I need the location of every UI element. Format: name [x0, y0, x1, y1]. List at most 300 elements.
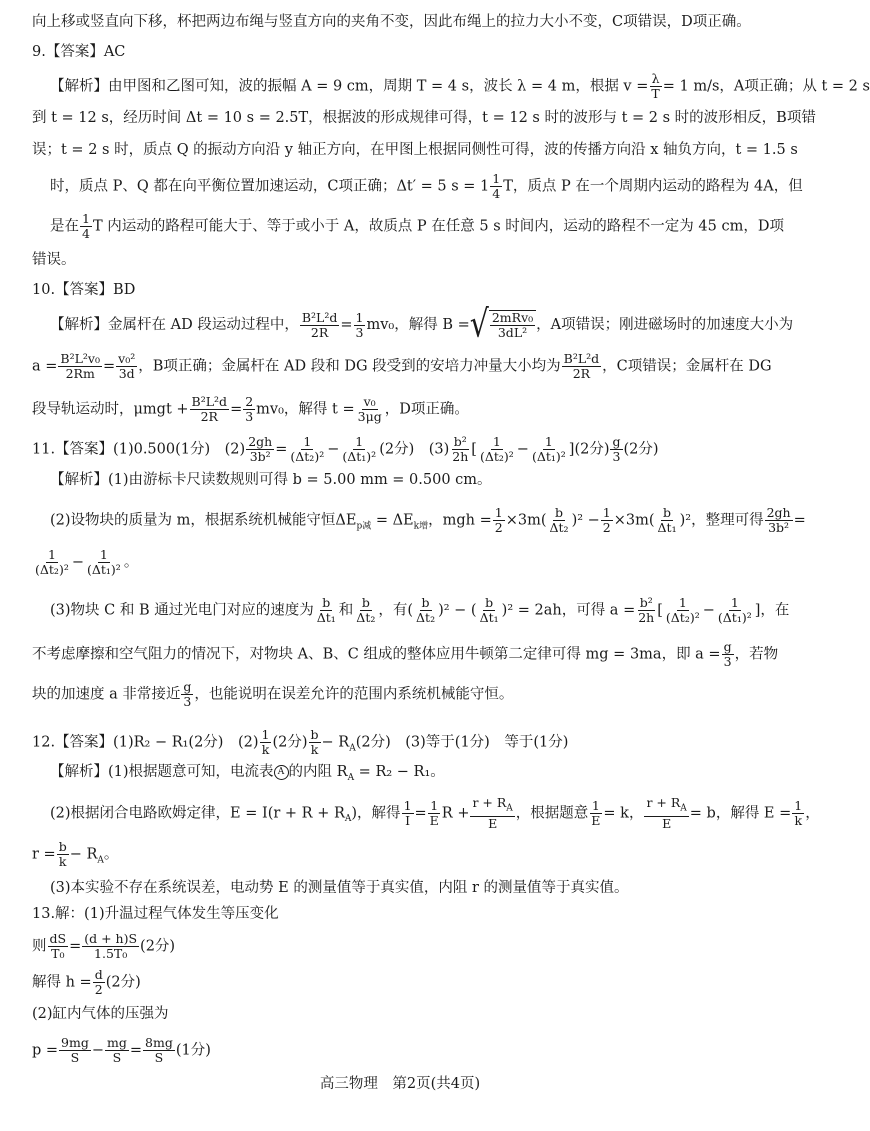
text-run: 【解析】由甲图和乙图可知，波的振幅 A = 9 cm，周期 T = 4 s，波长 λ = 4 m，根据 v =: [50, 78, 649, 95]
numerator: [490, 172, 502, 187]
text-run: d: [94, 967, 103, 982]
numerator: [98, 548, 110, 563]
text-line: [50, 796, 820, 831]
text-run: 3d: [118, 366, 135, 381]
text-run: (d + h)S: [84, 931, 138, 946]
denominator: [716, 611, 754, 625]
fraction: [428, 799, 441, 828]
text-run: g: [612, 434, 621, 449]
numerator: [58, 352, 102, 367]
denominator: [660, 817, 673, 831]
text-run: 2Rm: [65, 366, 95, 381]
denominator: [340, 450, 378, 464]
numerator: [190, 395, 230, 410]
text-run: )，解得: [351, 805, 401, 822]
fraction: [105, 1036, 129, 1065]
text-line: [32, 1004, 169, 1024]
text-run: 。: [103, 846, 119, 863]
text-run: b: [485, 595, 494, 610]
text-run: (2)根据闭合电路欧姆定律，E = I(r + R + R: [50, 805, 345, 822]
fraction: [309, 728, 321, 757]
denominator: [85, 563, 123, 577]
fraction: [246, 435, 274, 464]
text-run: T，质点 P 在一个周期内运动的路程为 4A，但: [503, 178, 803, 195]
fraction: [656, 506, 679, 535]
text-run: (2分) (3): [379, 441, 450, 458]
subscript: A: [344, 814, 352, 825]
text-run: 。: [123, 554, 139, 571]
subscript: A: [506, 803, 513, 814]
denominator: [478, 611, 501, 625]
text-run: ，B项正确；金属杆在 AD 段和 DG 段受到的安培力冲量大小均为: [138, 358, 561, 375]
text-run: Δt₂: [549, 520, 569, 535]
numerator: [722, 640, 734, 655]
numerator: [353, 435, 365, 450]
denominator: [92, 947, 129, 961]
denominator: [93, 983, 105, 997]
numerator: [543, 435, 555, 450]
text-run: ×3m(: [505, 512, 547, 529]
text-run: ，若物: [734, 646, 779, 663]
text-line: [32, 932, 175, 961]
denominator: [309, 743, 321, 757]
text-run: = 1 m/s，A项正确；从 t = 2 s: [662, 78, 870, 95]
numerator: [428, 799, 440, 814]
numerator: [57, 840, 69, 855]
text-line: [32, 12, 751, 32]
text-run: mg: [107, 1035, 127, 1050]
text-run: 13.解：(1)升温过程气体发生等压变化: [32, 906, 279, 922]
fraction: [190, 395, 230, 424]
text-run: b²: [639, 595, 653, 610]
fraction: [636, 596, 656, 625]
fraction: [243, 395, 255, 424]
text-run: 3: [245, 409, 254, 424]
text-run: λ: [651, 71, 660, 86]
text-run: ，A项错误；刚进磁场时的加速度大小为: [536, 317, 794, 333]
text-run: 1: [355, 309, 364, 325]
text-run: −: [327, 441, 340, 458]
numerator: [420, 596, 432, 611]
numerator: [93, 968, 105, 983]
fraction: [354, 596, 377, 625]
text-run: T 内运动的路程可能大于、等于或小于 A，故质点 P 在任意 5 s 时间内，运动的路程不一定为 45 cm，D项: [92, 218, 784, 235]
text-run: =: [793, 512, 806, 529]
numerator: [729, 596, 741, 611]
numerator: [116, 352, 137, 367]
text-line: [32, 140, 798, 160]
text-line: [32, 904, 279, 924]
fraction: [315, 596, 338, 625]
denominator: [181, 695, 193, 709]
text-run: Δt₁: [479, 610, 499, 625]
fraction: [716, 596, 754, 625]
text-run: k: [58, 854, 67, 869]
fraction: [530, 435, 568, 464]
text-run: E: [488, 815, 498, 831]
text-run: S: [154, 1050, 164, 1065]
fraction: [490, 172, 502, 201]
text-line: [32, 352, 772, 381]
text-run: =: [230, 401, 243, 418]
numerator: [246, 435, 274, 450]
text-run: b: [58, 839, 67, 854]
text-run: b: [663, 505, 672, 520]
text-line: [32, 728, 568, 758]
numerator: [610, 435, 622, 450]
text-line: [32, 280, 135, 300]
text-line: [50, 596, 789, 625]
text-run: 1: [403, 797, 412, 813]
fraction: [260, 728, 272, 757]
text-line: [50, 470, 492, 490]
text-line: [32, 108, 816, 128]
numerator: [562, 352, 602, 367]
numerator: [470, 796, 514, 817]
fraction: [300, 311, 340, 340]
text-run: T: [651, 86, 660, 101]
text-run: k: [310, 742, 319, 757]
text-run: 3: [612, 449, 621, 464]
text-run: 1: [730, 595, 739, 610]
text-run: ，: [805, 805, 820, 822]
text-run: )² = 2ah，可得 a =: [501, 602, 636, 619]
denominator: [571, 367, 592, 381]
denominator: [589, 814, 602, 828]
text-run: 解得 h =: [32, 974, 92, 991]
fraction: [80, 212, 92, 241]
text-run: B²L²v₀: [60, 351, 100, 366]
denominator: [530, 450, 568, 464]
text-run: 2R: [572, 366, 591, 381]
text-run: 3: [183, 694, 192, 709]
denominator: [199, 410, 220, 424]
text-run: =: [275, 441, 288, 458]
text-run: g: [183, 679, 192, 694]
text-run: 2: [245, 394, 254, 409]
subscript: k增: [413, 521, 429, 532]
numerator: [493, 506, 505, 521]
text-run: B²L²d: [563, 351, 600, 366]
text-run: r =: [32, 846, 56, 863]
text-run: 8mg: [145, 1035, 173, 1050]
text-run: 11.【答案】(1)0.500(1分) (2): [32, 441, 246, 458]
denominator: [69, 1051, 82, 1065]
radicand: [489, 310, 536, 340]
text-run: S: [70, 1050, 80, 1065]
text-run: 1: [303, 434, 312, 449]
numerator: [300, 311, 340, 326]
denominator: [414, 611, 437, 625]
text-run: (2)设物块的质量为 m，根据系统机械能守恒ΔE: [50, 512, 357, 529]
text-line: [32, 435, 659, 464]
denominator: [664, 611, 702, 625]
text-line: [50, 212, 784, 241]
denominator: [356, 410, 384, 424]
denominator: [315, 611, 338, 625]
denominator: [601, 521, 613, 535]
text-run: B²L²d: [191, 394, 228, 409]
numerator: [644, 796, 688, 817]
subscript: p减: [356, 521, 372, 532]
fraction: [33, 548, 71, 577]
text-run: 1: [794, 797, 803, 813]
text-run: (Δt₂)²: [35, 562, 69, 577]
text-run: E: [591, 812, 601, 828]
text-run: 的内阻 R: [288, 764, 348, 780]
numerator: [650, 72, 662, 87]
text-run: (2分): [272, 734, 308, 751]
text-run: 2R: [310, 324, 329, 340]
fraction: [48, 932, 69, 961]
text-run: Δt₁: [316, 610, 336, 625]
text-run: k: [794, 812, 803, 828]
text-line: [32, 840, 118, 870]
fraction: [562, 352, 602, 381]
denominator: [486, 817, 499, 831]
numerator: [661, 506, 673, 521]
denominator: [354, 611, 377, 625]
fraction: [143, 1036, 175, 1065]
page-footer: 高三物理 第2页(共4页): [319, 1076, 481, 1092]
text-run: ×3m(: [613, 512, 655, 529]
fraction: [116, 352, 137, 381]
text-run: dS: [49, 931, 67, 946]
text-run: v₀²: [118, 351, 136, 366]
fraction: [478, 596, 501, 625]
text-run: 10.【答案】BD: [32, 282, 136, 298]
fraction: [402, 799, 414, 828]
fraction: [354, 311, 366, 340]
denominator: [403, 814, 412, 828]
text-run: 向上移或竖直向下移，杯把两边布绳与竖直方向的夹角不变，因此布绳上的拉力大小不变，C项错误，D项正确。: [32, 14, 751, 30]
text-run: 3μg: [357, 409, 382, 424]
text-run: (2分): [105, 974, 141, 991]
fraction: [57, 840, 69, 869]
numerator: [553, 506, 565, 521]
text-run: (2分): [623, 441, 659, 458]
text-run: 2gh: [766, 505, 791, 520]
text-run: b: [322, 595, 331, 610]
text-run: 1: [678, 595, 687, 610]
numerator: [452, 435, 469, 450]
denominator: [153, 1051, 166, 1065]
fraction: [765, 506, 793, 535]
subscript: A: [349, 743, 356, 754]
text-run: 1: [261, 727, 270, 742]
numerator: [491, 435, 503, 450]
fraction: [644, 796, 688, 831]
fraction: [610, 435, 622, 464]
fraction: [414, 596, 437, 625]
fraction: [470, 796, 514, 831]
fraction: [478, 435, 516, 464]
text-run: Δt₂: [356, 610, 376, 625]
text-run: 1: [82, 211, 90, 226]
fraction: [181, 680, 193, 709]
denominator: [428, 814, 441, 828]
denominator: [33, 563, 71, 577]
numerator: [590, 799, 602, 814]
text-run: r + R: [646, 795, 681, 810]
denominator: [49, 947, 66, 961]
denominator: [243, 410, 255, 424]
text-line: [32, 968, 141, 997]
text-run: 1: [492, 434, 501, 449]
text-run: B²L²d: [301, 309, 338, 325]
text-run: ，C项错误；金属杆在 DG: [602, 358, 772, 375]
denominator: [611, 450, 623, 464]
text-run: 3b²: [768, 520, 790, 535]
denominator: [722, 655, 734, 669]
numerator: [105, 1036, 129, 1051]
text-run: 2h: [452, 449, 469, 464]
denominator: [248, 450, 273, 464]
denominator: [636, 611, 656, 625]
text-run: r + R: [472, 795, 507, 810]
text-run: (Δt₁)²: [342, 449, 377, 464]
numerator: [362, 395, 378, 410]
text-line: [32, 395, 469, 424]
text-run: Δt₁: [657, 520, 677, 535]
numerator: [301, 435, 313, 450]
text-run: 时，质点 P、Q 都在向平衡位置加速运动，C项正确；Δt′ = 5 s = 1: [50, 178, 490, 195]
text-run: 误；t = 2 s 时，质点 Q 的振动方向沿 y 轴正方向，在甲图上根据同侧性可得，波的传播方向沿 x 轴负方向，t = 1.5 s: [32, 142, 798, 158]
text-run: 3: [723, 654, 732, 669]
text-run: 3dL²: [497, 325, 528, 340]
fraction: [722, 640, 734, 669]
numerator: [402, 799, 414, 814]
text-run: 1: [355, 434, 364, 449]
fraction: [792, 799, 804, 828]
text-run: a =: [32, 358, 58, 375]
text-run: 块的加速度 a 非常接近: [32, 686, 181, 703]
text-run: 12.【答案】(1)R₂ − R₁(2分) (2): [32, 734, 259, 751]
denominator: [548, 521, 571, 535]
text-run: 3b²: [249, 449, 271, 464]
radical-icon: √: [469, 302, 489, 347]
denominator: [80, 227, 92, 241]
text-run: b: [361, 595, 370, 610]
text-run: (2分): [140, 938, 176, 955]
text-line: [50, 172, 803, 201]
text-line: [50, 72, 870, 101]
numerator: [80, 212, 92, 227]
text-run: b²: [453, 434, 467, 449]
text-run: S: [112, 1050, 122, 1065]
text-run: (3)物块 C 和 B 通过光电门对应的速度为: [50, 602, 314, 619]
numerator: [143, 1036, 175, 1051]
text-run: −: [71, 554, 84, 571]
text-run: 则: [32, 938, 47, 955]
numerator: [792, 799, 804, 814]
text-run: =: [340, 317, 353, 333]
denominator: [111, 1051, 124, 1065]
text-line: [32, 1036, 211, 1065]
fraction: [649, 72, 661, 101]
text-run: [: [657, 602, 663, 619]
numerator: [638, 596, 655, 611]
fraction: [59, 1036, 91, 1065]
numerator: [59, 1036, 91, 1051]
numerator: [243, 395, 255, 410]
text-run: (2)缸内气体的压强为: [32, 1006, 169, 1022]
text-run: 1: [602, 505, 611, 520]
text-line: [32, 42, 125, 62]
text-run: 和: [338, 602, 354, 619]
text-run: (Δt₁)²: [531, 449, 566, 464]
text-run: 【解析】(1)根据题意可知，电流表: [50, 764, 274, 780]
text-run: − R: [321, 734, 350, 751]
text-run: 2: [94, 982, 103, 997]
text-run: − R: [69, 846, 98, 863]
text-run: 3: [355, 324, 364, 340]
text-run: b: [421, 595, 430, 610]
text-run: Δt₂: [416, 610, 436, 625]
text-run: p =: [32, 1042, 59, 1059]
text-run: ]，在: [754, 602, 790, 619]
ammeter-symbol: A: [274, 765, 289, 780]
text-run: )² −: [571, 512, 600, 529]
denominator: [309, 326, 330, 340]
text-run: 2h: [638, 610, 655, 625]
text-run: mv₀，解得 t =: [256, 401, 355, 418]
text-run: ](2分): [568, 441, 610, 458]
text-run: T₀: [51, 946, 65, 961]
text-run: (1分): [175, 1042, 211, 1059]
text-run: 1: [544, 434, 553, 449]
numerator: [260, 728, 272, 743]
text-run: ，也能说明在误差允许的范围内系统机械能守恒。: [194, 686, 514, 703]
fraction: [601, 506, 613, 535]
denominator: [792, 814, 804, 828]
fraction: [490, 311, 535, 340]
text-run: v₀: [363, 394, 376, 409]
subscript: A: [680, 803, 687, 814]
text-run: 【解析】(1)由游标卡尺读数规则可得 b = 5.00 mm = 0.500 cm。: [50, 472, 492, 488]
fraction: [450, 435, 470, 464]
denominator: [656, 521, 679, 535]
numerator: [360, 596, 372, 611]
denominator: [260, 743, 272, 757]
text-line: [50, 506, 806, 536]
square-root: [469, 302, 536, 347]
text-run: 2: [494, 520, 503, 535]
text-line: [32, 680, 513, 709]
subscript: A: [347, 772, 355, 783]
fraction: [589, 799, 602, 828]
text-run: 不考虑摩擦和空气阻力的情况下，对物块 A、B、C 组成的整体应用牛顿第二定律可得 mg = 3ma，即 a =: [32, 646, 721, 663]
fraction: [288, 435, 326, 464]
text-run: −: [91, 1042, 105, 1059]
numerator: [765, 506, 793, 521]
text-run: 4: [492, 186, 501, 201]
fraction: [85, 548, 123, 577]
fraction: [356, 395, 384, 424]
fraction: [548, 506, 571, 535]
fraction: [340, 435, 378, 464]
text-run: 1: [430, 797, 439, 813]
text-run: 1: [494, 505, 503, 520]
denominator: [450, 450, 470, 464]
fraction: [58, 352, 102, 381]
text-run: E: [662, 815, 672, 831]
denominator: [493, 521, 505, 535]
text-run: (Δt₂)²: [290, 449, 325, 464]
text-run: )²，整理可得: [679, 512, 764, 529]
text-run: g: [723, 639, 732, 654]
text-run: mv₀，解得 B =: [366, 317, 470, 333]
